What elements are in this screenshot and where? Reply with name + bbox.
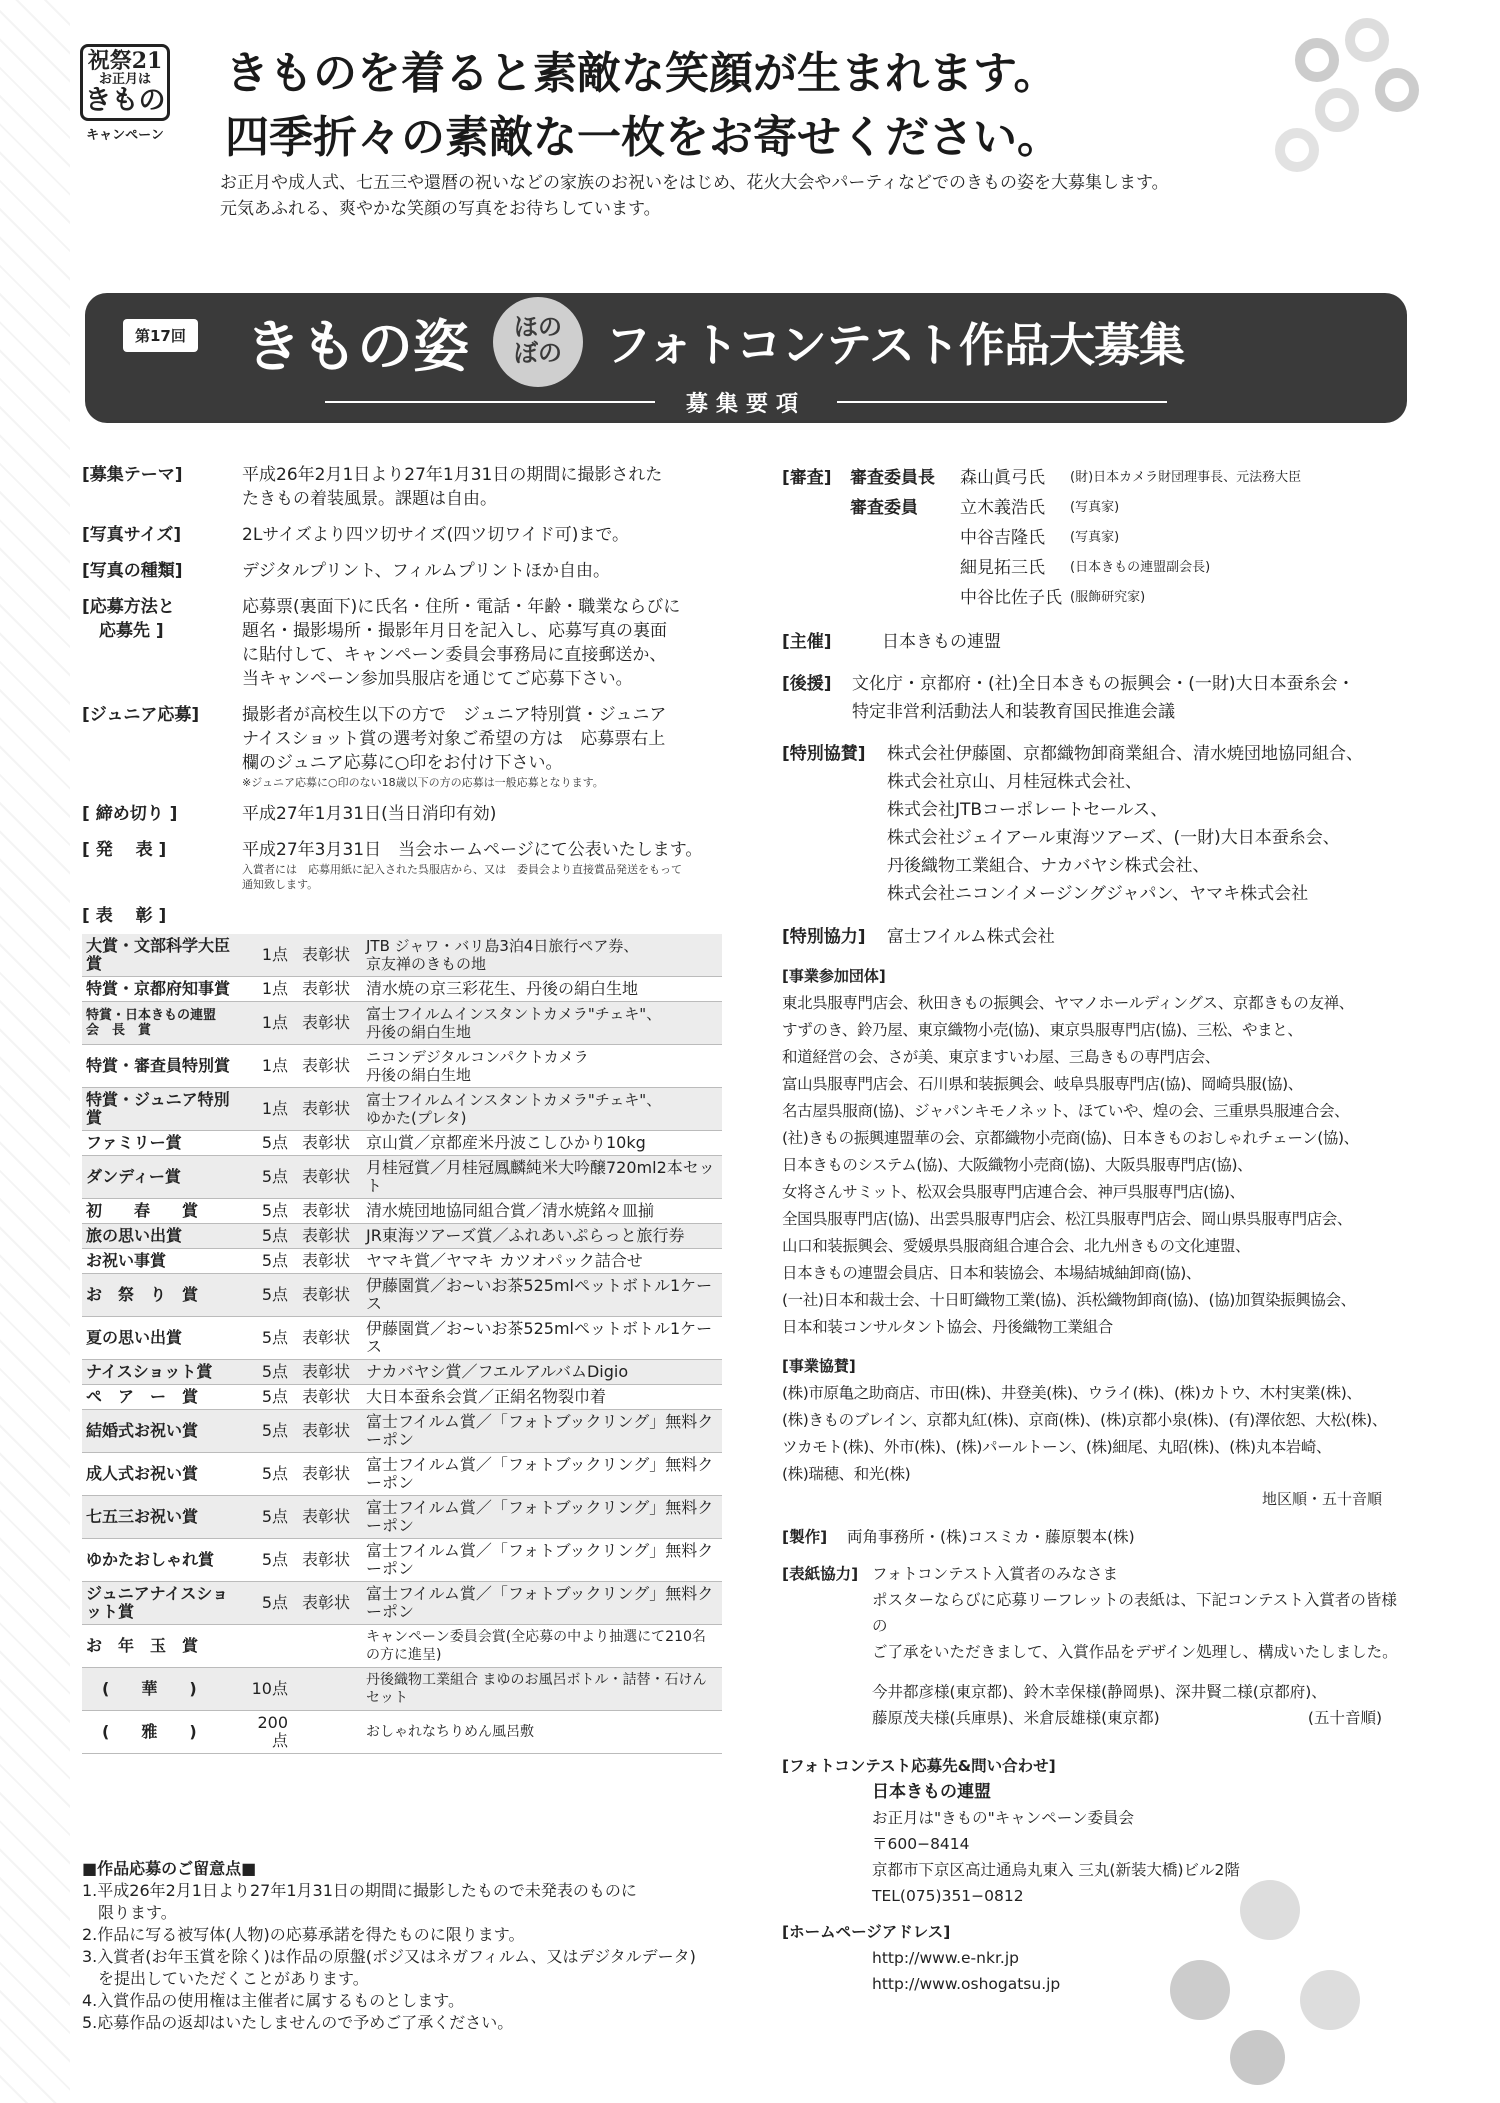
award-prize: 富士フイルムインスタントカメラ"チェキ"、 ゆかた(プレタ) xyxy=(362,1088,722,1131)
requirement-label: [応募方法と 応募先 ] xyxy=(82,597,175,641)
requirement-value: 平成26年2月1日より27年1月31日の期間に撮影された たきもの着装風景。課題は自由。 xyxy=(242,465,663,509)
headline xyxy=(225,42,1061,170)
requirement-value: 応募票(裏面下)に氏名・住所・電話・年齢・職業ならびに 題名・撮影場所・撮影年月日を記入し、応募写真の裏面 に貼付して、キャンペーン委員会事務局に直接郵送か、 当キャンペーン参加呉服店を通じてご応募下さい。 xyxy=(242,597,681,689)
requirement-value-wrap xyxy=(232,595,722,691)
award-prize: JR東海ツアーズ賞／ふれあいぷらっと旅行券 xyxy=(362,1224,722,1249)
award-count: 5点 xyxy=(242,1199,292,1224)
award-prize: 清水焼団地協同組合賞／清水焼銘々皿揃 xyxy=(362,1199,722,1224)
judge-affiliation: (財)日本カメラ財団理事長、元法務大臣 xyxy=(1070,470,1302,485)
award-count: 5点 xyxy=(242,1131,292,1156)
award-name: ジュニアナイスショット賞 xyxy=(82,1582,242,1625)
flower-decoration-top xyxy=(1255,18,1445,198)
coop-title: [特別協力] xyxy=(782,927,866,947)
award-prize: 富士フイルム賞／「フォトブックリング」無料クーポン xyxy=(362,1453,722,1496)
awards-heading-row xyxy=(82,904,722,928)
judge-name: 立木義浩氏 xyxy=(960,498,1045,518)
sponsors-value: (株)市原亀之助商店、市田(株)、井登美(株)、ウライ(株)、(株)カトウ、木村実業(株)、 (株)きものブレイン、京都丸紅(株)、京商(株)、(株)京都小泉(株)、(有)澤依恕、大松(株)、 ツカモト(株)、外市(株)、(株)パールトーン、(株)細尾、丸昭(株)、(株)丸本岩崎、 (株)瑞穂、和光(株) xyxy=(782,1384,1387,1483)
judge-affiliation: (写真家) xyxy=(1070,500,1120,515)
award-prize: 富士フイルム賞／「フォトブックリング」無料クーポン xyxy=(362,1410,722,1453)
judges-list xyxy=(850,463,1301,613)
banner-title-contest: フォトコンテスト作品大募集 xyxy=(605,318,1185,372)
requirement-row xyxy=(82,802,722,826)
award-certificate: 表彰状 xyxy=(292,1317,362,1360)
judge-name: 中谷吉隆氏 xyxy=(960,528,1045,548)
award-row xyxy=(82,1156,722,1199)
award-name: お祝い事賞 xyxy=(82,1249,242,1274)
notes-title: ■作品応募のご留意点■ xyxy=(82,1859,257,1878)
award-name: 特賞・日本きもの連盟 会 長 賞 xyxy=(82,1002,242,1045)
requirement-label: [ジュニア応募] xyxy=(82,705,200,725)
award-certificate: 表彰状 xyxy=(292,1496,362,1539)
award-count: 5点 xyxy=(242,1385,292,1410)
requirement-row xyxy=(82,595,722,691)
support-title: [後援] xyxy=(782,674,832,694)
judge-role xyxy=(850,583,960,613)
award-prize: キャンペーン委員会賞(全応募の中より抽選にて210名の方に進呈) xyxy=(362,1625,722,1668)
award-count: 5点 xyxy=(242,1539,292,1582)
contact-committee: お正月は"きもの"キャンペーン委員会 xyxy=(872,1809,1134,1827)
award-row xyxy=(82,1249,722,1274)
background-pattern xyxy=(0,0,70,2103)
judge-name: 細見拓三氏 xyxy=(960,558,1045,578)
note-item: 3.入賞者(お年玉賞を除く)は作品の原盤(ポジ又はネガフィルム、又はデジタルデータ) を提出していただくことがあります。 xyxy=(82,1947,696,1988)
edition-badge: 第17回 xyxy=(123,319,198,352)
award-count: 5点 xyxy=(242,1317,292,1360)
judge-role: 審査委員 xyxy=(850,498,918,518)
requirement-value-wrap xyxy=(232,559,722,583)
award-certificate: 表彰状 xyxy=(292,1274,362,1317)
award-name: 旅の思い出賞 xyxy=(82,1224,242,1249)
award-certificate: 表彰状 xyxy=(292,1410,362,1453)
award-row xyxy=(82,1274,722,1317)
award-prize: おしゃれなちりめん風呂敷 xyxy=(362,1711,722,1754)
campaign-logo xyxy=(80,44,170,156)
award-row xyxy=(82,1199,722,1224)
judge-affiliation: (日本きもの連盟副会長) xyxy=(1070,560,1211,575)
contest-banner xyxy=(85,293,1407,423)
award-row xyxy=(82,934,722,977)
requirement-value-wrap xyxy=(232,463,722,511)
award-name: 初 春 賞 xyxy=(82,1199,242,1224)
special-block xyxy=(782,740,1412,908)
award-row xyxy=(82,1317,722,1360)
award-certificate: 表彰状 xyxy=(292,934,362,977)
award-prize: 富士フイルム賞／「フォトブックリング」無料クーポン xyxy=(362,1582,722,1625)
award-prize: 清水焼の京三彩花生、丹後の絹白生地 xyxy=(362,977,722,1002)
groups-block xyxy=(782,965,1412,1341)
honobono-circle xyxy=(493,297,583,387)
judge-row xyxy=(850,493,1301,523)
judge-name: 中谷比佐子氏 xyxy=(960,588,1062,608)
organizers-column xyxy=(782,463,1412,1997)
award-row xyxy=(82,1410,722,1453)
judge-row xyxy=(850,463,1301,493)
award-count: 1点 xyxy=(242,1045,292,1088)
judges-block xyxy=(782,463,1412,613)
note-item: 1.平成26年2月1日より27年1月31日の期間に撮影したもので未発表のものに 限ります。 xyxy=(82,1881,637,1922)
special-value: 株式会社伊藤園、京都織物卸商業組合、清水焼団地協同組合、 株式会社京山、月桂冠株式会社、 株式会社JTBコーポレートセールス、 株式会社ジェイアール東海ツアーズ、(一財)大日本蚕糸会、 丹後織物工業組合、ナカバヤシ株式会社、 株式会社ニコンイメージングジャパン、ヤマキ株式会社 xyxy=(887,744,1363,904)
award-count: 5点 xyxy=(242,1410,292,1453)
support-block xyxy=(782,670,1412,726)
requirement-label: [ 発 表 ] xyxy=(82,840,167,860)
intro-line2: 元気あふれる、爽やかな笑顔の写真をお待ちしています。 xyxy=(220,199,661,219)
cover-value: フォトコンテスト入賞者のみなさま xyxy=(872,1565,1118,1583)
homepage-title: [ホームページアドレス] xyxy=(782,1923,951,1941)
judge-role: 審査委員長 xyxy=(850,468,935,488)
award-name: お 年 玉 賞 xyxy=(82,1625,242,1668)
award-row xyxy=(82,1496,722,1539)
homepage-link-1[interactable]: http://www.e-nkr.jp xyxy=(872,1949,1019,1967)
cover-block xyxy=(782,1561,1412,1731)
judge-name: 森山眞弓氏 xyxy=(960,468,1045,488)
award-row xyxy=(82,1539,722,1582)
award-certificate xyxy=(292,1668,362,1711)
logo-line4: キャンペーン xyxy=(86,128,164,144)
award-certificate: 表彰状 xyxy=(292,1453,362,1496)
award-name: 特賞・審査員特別賞 xyxy=(82,1045,242,1088)
award-count: 1点 xyxy=(242,1002,292,1045)
contact-address: 京都市下京区高辻通烏丸東入 三丸(新装大橋)ビル2階 xyxy=(872,1861,1240,1879)
award-row xyxy=(82,1582,722,1625)
award-count: 5点 xyxy=(242,1582,292,1625)
sponsors-block xyxy=(782,1355,1412,1509)
requirement-note: 入賞者には 応募用紙に記入された呉服店から、又は 委員会より直接賞品発送をもって 通知致します。 xyxy=(242,863,682,891)
award-name: 夏の思い出賞 xyxy=(82,1317,242,1360)
groups-title: [事業参加団体] xyxy=(782,967,886,985)
award-certificate: 表彰状 xyxy=(292,977,362,1002)
judge-row xyxy=(850,553,1301,583)
cover-title: [表紙協力] xyxy=(782,1565,859,1583)
award-certificate: 表彰状 xyxy=(292,1582,362,1625)
award-certificate: 表彰状 xyxy=(292,1199,362,1224)
requirement-row xyxy=(82,463,722,511)
banner-subtitle: 募集要項 xyxy=(685,392,806,417)
coop-block xyxy=(782,922,1412,947)
award-prize: 大日本蚕糸会賞／正絹名物裂巾着 xyxy=(362,1385,722,1410)
award-name: ナイスショット賞 xyxy=(82,1360,242,1385)
requirement-note: ※ジュニア応募に○印のない18歳以下の方の応募は一般応募となります。 xyxy=(242,776,604,789)
homepage-link-2[interactable]: http://www.oshogatsu.jp xyxy=(872,1975,1061,1993)
award-row xyxy=(82,1002,722,1045)
awards-table xyxy=(82,934,722,1754)
requirements-column xyxy=(82,463,722,1754)
requirement-row xyxy=(82,559,722,583)
award-count: 5点 xyxy=(242,1224,292,1249)
make-value: 両角事務所・(株)コスミカ・藤原製本(株) xyxy=(847,1528,1135,1546)
award-certificate: 表彰状 xyxy=(292,1131,362,1156)
support-value: 文化庁・京都府・(社)全日本きもの振興会・(一財)大日本蚕糸会・ 特定非営利活動法人和装教育国民推進会議 xyxy=(852,674,1355,722)
award-name: ペ ア ー 賞 xyxy=(82,1385,242,1410)
award-prize: ヤマキ賞／ヤマキ カツオパック詰合せ xyxy=(362,1249,722,1274)
requirement-value: デジタルプリント、フィルムプリントほか自由。 xyxy=(242,561,611,581)
award-name: ゆかたおしゃれ賞 xyxy=(82,1539,242,1582)
award-name: お 祭 り 賞 xyxy=(82,1274,242,1317)
logo-line1: 祝祭21 xyxy=(87,48,163,74)
award-row xyxy=(82,977,722,1002)
make-title: [製作] xyxy=(782,1528,828,1546)
judge-affiliation: (写真家) xyxy=(1070,530,1120,545)
award-count xyxy=(242,1625,292,1668)
intro-text xyxy=(220,170,1169,222)
award-prize: 京山賞／京都産米丹波こしひかり10kg xyxy=(362,1131,722,1156)
requirement-value-wrap xyxy=(232,523,722,547)
contact-zip: 〒600−8414 xyxy=(872,1835,970,1853)
award-name: 結婚式お祝い賞 xyxy=(82,1410,242,1453)
contact-title: [フォトコンテスト応募先&問い合わせ] xyxy=(782,1757,1056,1775)
requirement-label: [ 締め切り ] xyxy=(82,804,178,824)
requirements-list xyxy=(82,463,722,892)
sponsors-order: 地区順・五十音順 xyxy=(1261,1490,1382,1508)
judge-role xyxy=(850,553,960,583)
requirement-row xyxy=(82,523,722,547)
requirement-row xyxy=(82,703,722,790)
requirement-value: 平成27年1月31日(当日消印有効) xyxy=(242,804,497,824)
award-certificate: 表彰状 xyxy=(292,1156,362,1199)
requirement-value: 撮影者が高校生以下の方で ジュニア特別賞・ジュニア ナイスショット賞の選考対象ご希望の方は 応募票右上 欄のジュニア応募に○印をお付け下さい。 xyxy=(242,705,667,773)
banner-rule-right xyxy=(837,401,1167,403)
award-row xyxy=(82,1625,722,1668)
requirement-label: [写真サイズ] xyxy=(82,525,182,545)
host-block xyxy=(782,627,1412,652)
award-name: 特賞・京都府知事賞 xyxy=(82,977,242,1002)
requirement-value-wrap xyxy=(232,703,722,790)
note-item: 5.応募作品の返却はいたしませんので予めご了承ください。 xyxy=(82,2013,514,2032)
awards-heading: [ 表 彰 ] xyxy=(82,906,167,926)
honobono-line2: ぼの xyxy=(514,338,562,367)
special-title: [特別協賛] xyxy=(782,744,866,764)
judge-role xyxy=(850,523,960,553)
intro-line1: お正月や成人式、七五三や還暦の祝いなどの家族のお祝いをはじめ、花火大会やパーティなどでのきもの姿を大募集します。 xyxy=(220,173,1169,193)
notes-list xyxy=(82,1880,732,2034)
host-title: [主催] xyxy=(782,632,832,652)
homepage-block xyxy=(782,1919,1412,1997)
award-prize: 伊藤園賞／お~いお茶525mlペットボトル1ケース xyxy=(362,1274,722,1317)
judges-title: [審査] xyxy=(782,468,832,488)
award-name: ファミリー賞 xyxy=(82,1131,242,1156)
requirement-value-wrap xyxy=(232,838,722,892)
entry-notes xyxy=(82,1858,732,2034)
award-certificate: 表彰状 xyxy=(292,1002,362,1045)
honobono-line1: ほの xyxy=(514,312,562,341)
award-certificate xyxy=(292,1625,362,1668)
requirement-label: [募集テーマ] xyxy=(82,465,183,485)
award-prize: 富士フイルム賞／「フォトブックリング」無料クーポン xyxy=(362,1539,722,1582)
cover-order: (五十音順) xyxy=(1307,1709,1382,1727)
judge-row xyxy=(850,523,1301,553)
award-certificate: 表彰状 xyxy=(292,1045,362,1088)
headline-line1: きものを着ると素敵な笑顔が生まれます。 xyxy=(225,48,1058,99)
banner-title-kimono: きもの姿 xyxy=(245,314,469,380)
award-certificate: 表彰状 xyxy=(292,1385,362,1410)
note-item: 2.作品に写る被写体(人物)の応募承諾を得たものに限ります。 xyxy=(82,1925,525,1944)
award-name: 大賞・文部科学大臣賞 xyxy=(82,934,242,977)
requirement-value: 2Lサイズより四ツ切サイズ(四ツ切ワイド可)まで。 xyxy=(242,525,629,545)
award-row xyxy=(82,1360,722,1385)
award-count: 5点 xyxy=(242,1249,292,1274)
contact-org: 日本きもの連盟 xyxy=(872,1782,991,1802)
groups-value: 東北呉服専門店会、秋田きもの振興会、ヤマノホールディングス、京都きもの友禅、 すずのき、鈴乃屋、東京織物小売(協)、東京呉服専門店(協)、三松、やまと、 和道経営の会、さが美、東京ますいわ屋、三島きもの専門店会、 富山呉服専門店会、石川県和装振興会、岐阜呉服専門店(協)、岡崎呉服(協)、 名古屋呉服商(協)、ジャパンキモノネット、ほていや、煌の会、三重県呉服連合会、 (社)きもの振興連盟華の会、京都織物小売商(協)、日本きものおしゃれチェーン(協)、 日本きものシステム(協)、大阪織物小売商(協)、大阪呉服専門店(協)、 女将さんサミット、松双会呉服専門店連合会、神戸呉服専門店(協)、 全国呉服専門店(協)、出雲呉服専門店会、松江呉服専門店会、岡山県呉服専門店会、 山口和装振興会、愛媛県呉服商組合連合会、北九州きもの文化連盟、 日本きもの連盟会員店、日本和装協会、本場結城紬卸商(協)、 (一社)日本和裁士会、十日町織物工業(協)、浜松織物卸商(協)、(協)加賀染振興協会、 日本和装コンサルタント協会、丹後織物工業組合 xyxy=(782,994,1359,1336)
judge-affiliation: (服飾研究家) xyxy=(1070,590,1146,605)
award-certificate: 表彰状 xyxy=(292,1360,362,1385)
award-count: 5点 xyxy=(242,1453,292,1496)
requirement-row xyxy=(82,838,722,892)
award-count: 1点 xyxy=(242,934,292,977)
requirement-value: 平成27年3月31日 当会ホームページにて公表いたします。 xyxy=(242,840,703,860)
award-certificate xyxy=(292,1711,362,1754)
award-certificate: 表彰状 xyxy=(292,1088,362,1131)
award-count: 1点 xyxy=(242,1088,292,1131)
contact-tel: TEL(075)351−0812 xyxy=(872,1887,1024,1905)
award-row xyxy=(82,1668,722,1711)
award-row xyxy=(82,1385,722,1410)
award-certificate: 表彰状 xyxy=(292,1249,362,1274)
award-certificate: 表彰状 xyxy=(292,1539,362,1582)
award-count: 5点 xyxy=(242,1156,292,1199)
award-count: 5点 xyxy=(242,1496,292,1539)
award-row xyxy=(82,1088,722,1131)
award-row xyxy=(82,1224,722,1249)
award-count: 1点 xyxy=(242,977,292,1002)
award-count: 5点 xyxy=(242,1274,292,1317)
award-prize: 富士フイルム賞／「フォトブックリング」無料クーポン xyxy=(362,1496,722,1539)
award-count: 5点 xyxy=(242,1360,292,1385)
requirement-label: [写真の種類] xyxy=(82,561,183,581)
award-prize: 伊藤園賞／お~いお茶525mlペットボトル1ケース xyxy=(362,1317,722,1360)
award-prize: ニコンデジタルコンパクトカメラ 丹後の絹白生地 xyxy=(362,1045,722,1088)
headline-line2: 四季折々の素敵な一枚をお寄せください。 xyxy=(225,112,1061,163)
make-block xyxy=(782,1525,1412,1547)
logo-line3: きもの xyxy=(84,84,166,116)
cover-names: 今井都彦様(東京都)、鈴木幸保様(静岡県)、深井賢二様(京都府)、 藤原茂夫様(兵庫県)、米倉辰雄様(東京都) xyxy=(872,1683,1327,1727)
award-count: 200点 xyxy=(242,1711,292,1754)
logo-line2: お正月は xyxy=(98,72,151,88)
award-row xyxy=(82,1453,722,1496)
note-item: 4.入賞作品の使用権は主催者に属するものとします。 xyxy=(82,1991,464,2010)
award-row xyxy=(82,1131,722,1156)
award-prize: 月桂冠賞／月桂冠鳳麟純米大吟醸720ml2本セット xyxy=(362,1156,722,1199)
award-row xyxy=(82,1711,722,1754)
award-name: 成人式お祝い賞 xyxy=(82,1453,242,1496)
cover-text: ポスターならびに応募リーフレットの表紙は、下記コンテスト入賞者の皆様の ご了承をいただきまして、入賞作品をデザイン処理し、構成いたしました。 xyxy=(872,1591,1398,1661)
coop-value: 富士フイルム株式会社 xyxy=(887,927,1055,947)
award-name: ( 雅 ) xyxy=(82,1711,242,1754)
award-name: 特賞・ジュニア特別賞 xyxy=(82,1088,242,1131)
sponsors-title: [事業協賛] xyxy=(782,1357,856,1375)
award-row xyxy=(82,1045,722,1088)
host-value: 日本きもの連盟 xyxy=(882,632,1001,652)
award-name: ダンディー賞 xyxy=(82,1156,242,1199)
award-prize: ナカバヤシ賞／フエルアルバムDigio xyxy=(362,1360,722,1385)
award-count: 10点 xyxy=(242,1668,292,1711)
award-prize: JTB ジャワ・バリ島3泊4日旅行ペア券、 京友禅のきもの地 xyxy=(362,934,722,977)
award-prize: 丹後織物工業組合 まゆのお風呂ボトル・詰替・石けんセット xyxy=(362,1668,722,1711)
judge-row xyxy=(850,583,1301,613)
award-certificate: 表彰状 xyxy=(292,1224,362,1249)
requirement-value-wrap xyxy=(232,802,722,826)
award-prize: 富士フイルムインスタントカメラ"チェキ"、 丹後の絹白生地 xyxy=(362,1002,722,1045)
award-name: ( 華 ) xyxy=(82,1668,242,1711)
contact-block xyxy=(782,1753,1412,1909)
award-name: 七五三お祝い賞 xyxy=(82,1496,242,1539)
